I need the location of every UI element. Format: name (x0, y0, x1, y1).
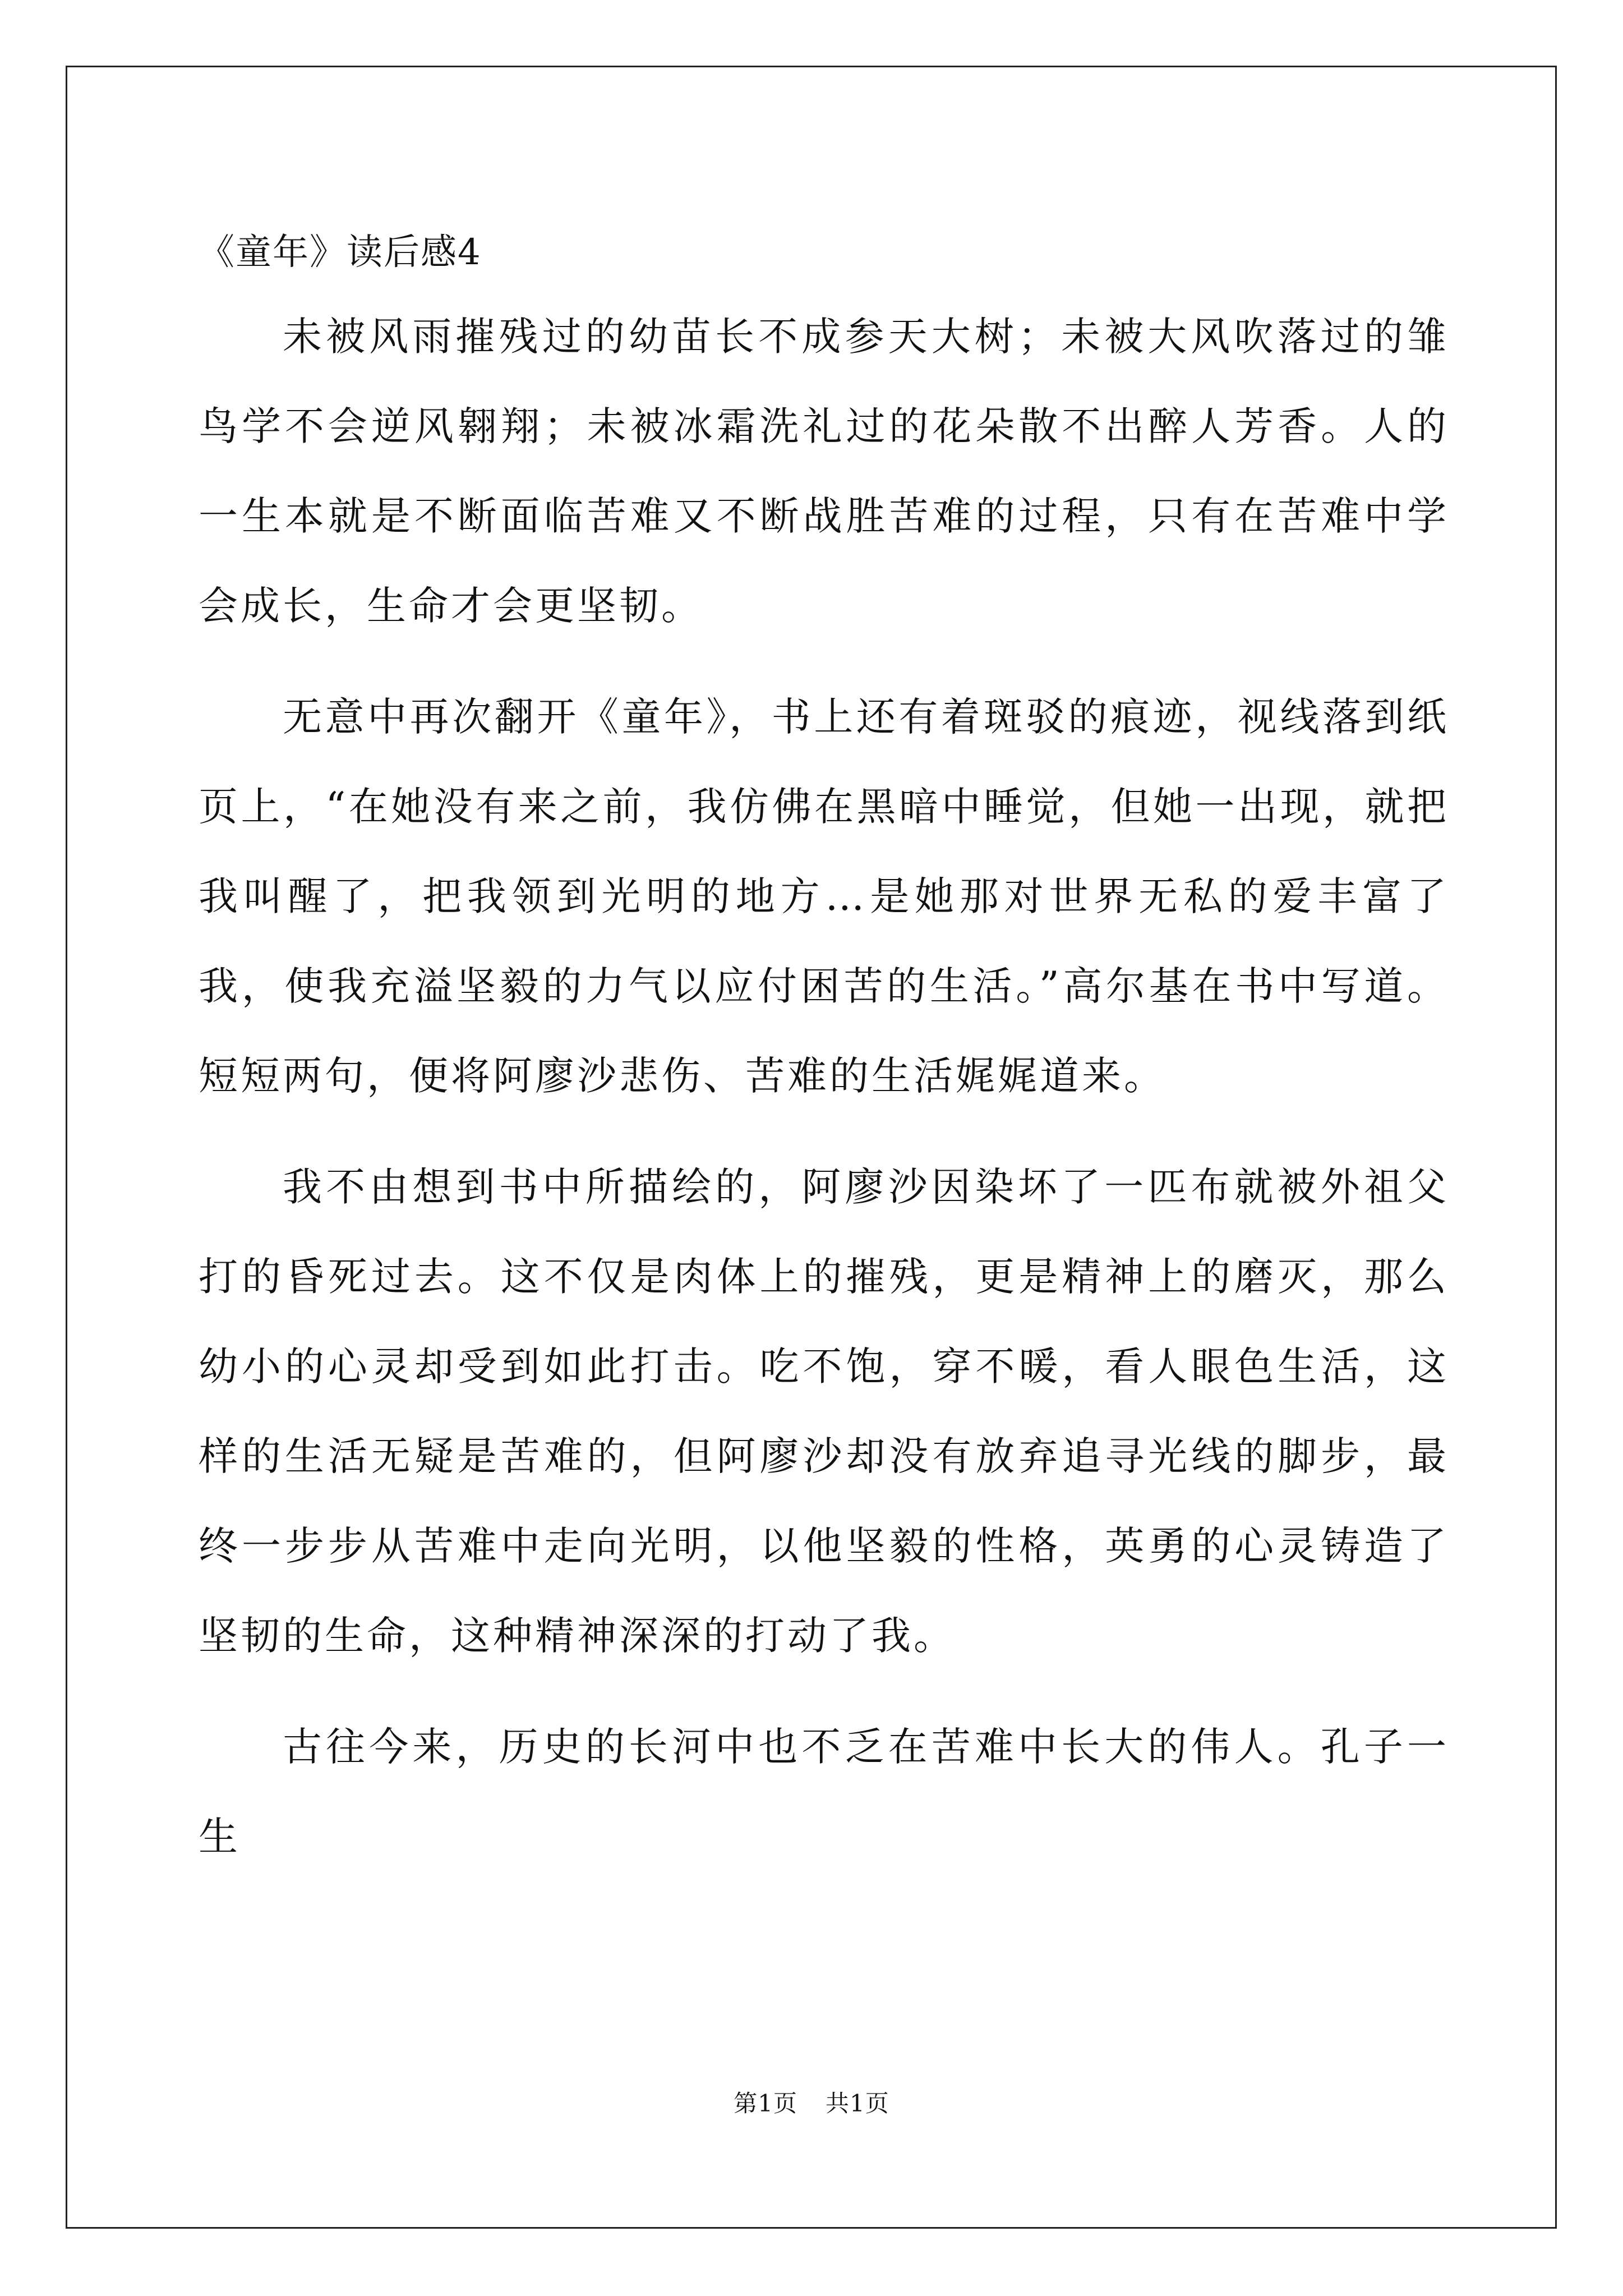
paragraph: 我不由想到书中所描绘的，阿廖沙因染坏了一匹布就被外祖父打的昏死过去。这不仅是肉体上的摧残，更是精神上的磨灭，那么幼小的心灵却受到如此打击。吃不饱，穿不暖，看人眼色生活，这样的生活无疑是苦难的，但阿廖沙却没有放弃追寻光线的脚步，最终一步步从苦难中走向光明，以他坚毅的性格，英勇的心灵铸造了坚韧的生命，这种精神深深的打动了我。 (199, 1164, 1449, 1659)
paragraph: 古往今来，历史的长河中也不乏在苦难中长大的伟人。孔子一生 (199, 1724, 1449, 1860)
paragraph: 未被风雨摧残过的幼苗长不成参天大树；未被大风吹落过的雏鸟学不会逆风翱翔；未被冰霜洗礼过的花朵散不出醉人芳香。人的一生本就是不断面临苦难又不断战胜苦难的过程，只有在苦难中学会成长，生命才会更坚韧。 (199, 314, 1449, 629)
page-footer (0, 2087, 1623, 2120)
page-number: 第1页 (734, 2090, 797, 2117)
paragraph: 无意中再次翻开《童年》，书上还有着斑驳的痕迹，视线落到纸页上，“在她没有来之前，我仿佛在黑暗中睡觉，但她一出现，就把我叫醒了，把我领到光明的地方…是她那对世界无私的爱丰富了我，使我充溢坚毅的力气以应付困苦的生活。”高尔基在书中写道。短短两句，便将阿廖沙悲伤、苦难的生活娓娓道来。 (199, 694, 1449, 1099)
document-body (199, 292, 1449, 1903)
document-title: 《童年》读后感4 (199, 232, 482, 273)
page-total: 共1页 (826, 2090, 889, 2117)
